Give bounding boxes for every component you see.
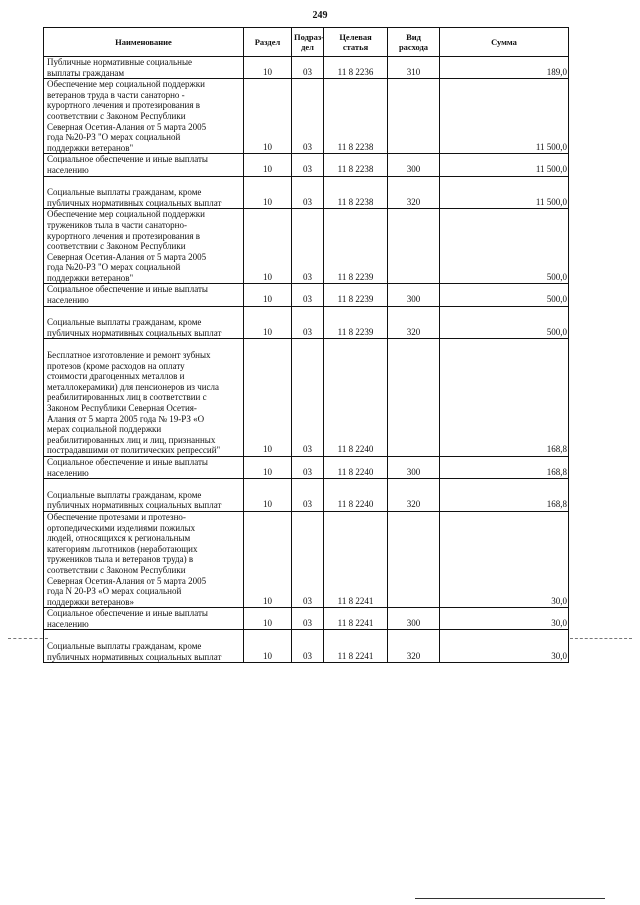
- row-name-cell: [44, 176, 244, 209]
- header-expense-type: Вид расхода: [388, 28, 440, 57]
- footer-rule: [415, 898, 605, 899]
- sum-cell: 30,0: [440, 608, 569, 630]
- sum-cell: 11 500,0: [440, 154, 569, 176]
- row-name-line: публичных нормативных социальных выплат: [47, 500, 222, 511]
- row-name-cell: [44, 511, 244, 607]
- podrazdel-cell: 03: [292, 608, 324, 630]
- podrazdel-cell: 03: [292, 154, 324, 176]
- row-name-line: категориям льготников (неработающих: [47, 543, 198, 554]
- row-name-line: Северная Осетия-Алания от 5 марта 2005: [47, 251, 207, 262]
- row-name-line: [47, 479, 241, 490]
- expense-type-cell: [388, 511, 440, 607]
- row-name-cell: [44, 306, 244, 339]
- row-name-line: Северная Осетия-Алания от 5 марта 2005: [47, 121, 207, 132]
- target-article-cell: 11 8 2238: [324, 79, 388, 154]
- target-article-cell: 11 8 2240: [324, 479, 388, 512]
- row-name-line: Социальные выплаты гражданам, кроме: [47, 641, 202, 652]
- sum-cell: 168,8: [440, 456, 569, 478]
- row-name-cell: [44, 154, 244, 176]
- sum-cell: 189,0: [440, 57, 569, 79]
- podrazdel-cell: 03: [292, 339, 324, 457]
- header-name: Наименование: [44, 28, 244, 57]
- row-name-cell: [44, 630, 244, 663]
- sum-cell: 500,0: [440, 209, 569, 284]
- row-name-line: металлокерамики) для пенсионеров из числа: [47, 381, 220, 392]
- target-article-cell: 11 8 2239: [324, 209, 388, 284]
- razdel-cell: 10: [244, 154, 292, 176]
- table-header-row: [44, 28, 569, 57]
- row-name-line: населению: [47, 618, 89, 629]
- row-name-line: соответствии с Законом Республики: [47, 241, 186, 252]
- row-name-line: Социальные выплаты гражданам, кроме: [47, 489, 202, 500]
- row-name-line: стоимости драгоценных металлов и: [47, 371, 185, 382]
- scan-artifact-line: [570, 638, 632, 639]
- expense-type-cell: 320: [388, 630, 440, 663]
- row-name-cell: [44, 79, 244, 154]
- row-name-line: [47, 339, 241, 350]
- header-target-article: Целевая статья: [324, 28, 388, 57]
- sum-cell: 11 500,0: [440, 176, 569, 209]
- row-name-line: публичных нормативных социальных выплат: [47, 327, 222, 338]
- table-body: [44, 57, 569, 663]
- row-name-line: публичных нормативных социальных выплат: [47, 651, 222, 662]
- row-name-line: года №20-РЗ "О мерах социальной: [47, 262, 181, 273]
- row-name-cell: [44, 608, 244, 630]
- header-podrazdel: Подраз- дел: [292, 28, 324, 57]
- table-row: [44, 79, 569, 154]
- row-name-cell: [44, 209, 244, 284]
- row-name-line: поддержки ветеранов": [47, 272, 134, 283]
- target-article-cell: 11 8 2238: [324, 176, 388, 209]
- expense-type-cell: 320: [388, 176, 440, 209]
- podrazdel-cell: 03: [292, 306, 324, 339]
- row-name-line: Обеспечение мер социальной поддержки: [47, 209, 205, 220]
- row-name-line: Социальные выплаты гражданам, кроме: [47, 317, 202, 328]
- row-name-line: тружеников тыла и ветеранов труда) в: [47, 554, 194, 565]
- row-name-line: [47, 177, 241, 188]
- row-name-cell: [44, 339, 244, 457]
- row-name-line: населению: [47, 164, 89, 175]
- sum-cell: 168,8: [440, 339, 569, 457]
- table-row: [44, 306, 569, 339]
- row-name-cell: [44, 284, 244, 306]
- sum-cell: 30,0: [440, 630, 569, 663]
- table-row: [44, 608, 569, 630]
- target-article-cell: 11 8 2241: [324, 608, 388, 630]
- row-name-cell: [44, 479, 244, 512]
- expense-type-cell: 300: [388, 608, 440, 630]
- target-article-cell: 11 8 2241: [324, 511, 388, 607]
- row-name-line: [47, 307, 241, 318]
- sum-cell: 168,8: [440, 479, 569, 512]
- row-name-line: курортного лечения и протезирования в: [47, 230, 200, 241]
- row-name-line: Алания от 5 марта 2005 года № 19-РЗ «О: [47, 413, 205, 424]
- podrazdel-cell: 03: [292, 57, 324, 79]
- row-name-line: [47, 630, 241, 641]
- razdel-cell: 10: [244, 608, 292, 630]
- row-name-line: года N 20-РЗ «О мерах социальной: [47, 586, 182, 597]
- razdel-cell: 10: [244, 479, 292, 512]
- expense-type-cell: 310: [388, 57, 440, 79]
- razdel-cell: 10: [244, 209, 292, 284]
- razdel-cell: 10: [244, 176, 292, 209]
- podrazdel-cell: 03: [292, 479, 324, 512]
- row-name-line: реабилитированных лиц в соответствии с: [47, 392, 207, 403]
- table-row: [44, 284, 569, 306]
- row-name-cell: [44, 456, 244, 478]
- page-number: 249: [312, 10, 328, 21]
- podrazdel-cell: 03: [292, 209, 324, 284]
- row-name-line: года №20-РЗ "О мерах социальной: [47, 132, 181, 143]
- sum-cell: 11 500,0: [440, 79, 569, 154]
- row-name-line: населению: [47, 295, 89, 306]
- razdel-cell: 10: [244, 456, 292, 478]
- table-row: [44, 209, 569, 284]
- row-name-line: тружеников тыла в части санаторно-: [47, 219, 187, 230]
- table-row: [44, 630, 569, 663]
- table-row: [44, 339, 569, 457]
- table-row: [44, 57, 569, 79]
- row-name-line: Законом Республики Северная Осетия-: [47, 403, 197, 413]
- row-name-line: Обеспечение протезами и протезно-: [47, 511, 186, 522]
- row-name-line: Социальное обеспечение и иные выплаты: [47, 456, 208, 467]
- row-name-line: ортопедическими изделиями пожилых: [47, 522, 196, 533]
- table-row: [44, 479, 569, 512]
- sum-cell: 500,0: [440, 306, 569, 339]
- expense-type-cell: [388, 209, 440, 284]
- row-name-line: Северная Осетия-Алания от 5 марта 2005: [47, 575, 207, 586]
- table-row: [44, 154, 569, 176]
- row-name-line: мерах социальной поддержки: [47, 424, 162, 435]
- sum-cell: 500,0: [440, 284, 569, 306]
- target-article-cell: 11 8 2238: [324, 154, 388, 176]
- row-name-line: Бесплатное изготовление и ремонт зубных: [47, 350, 211, 361]
- row-name-line: курортного лечения и протезирования в: [47, 100, 200, 111]
- podrazdel-cell: 03: [292, 456, 324, 478]
- sum-cell: 30,0: [440, 511, 569, 607]
- podrazdel-cell: 03: [292, 79, 324, 154]
- expense-type-cell: 300: [388, 456, 440, 478]
- table-row: [44, 176, 569, 209]
- row-name-line: Публичные нормативные социальные: [47, 57, 193, 67]
- expense-type-cell: 320: [388, 306, 440, 339]
- row-name-line: пострадавшими от политических репрессий": [47, 445, 221, 456]
- header-sum: Сумма: [440, 28, 569, 57]
- header-razdel: Раздел: [244, 28, 292, 57]
- podrazdel-cell: 03: [292, 284, 324, 306]
- expense-type-cell: 300: [388, 154, 440, 176]
- target-article-cell: 11 8 2236: [324, 57, 388, 79]
- expense-type-cell: 320: [388, 479, 440, 512]
- row-name-line: людей, относящихся к региональным: [47, 533, 191, 544]
- razdel-cell: 10: [244, 79, 292, 154]
- table-row: [44, 456, 569, 478]
- row-name-line: поддержки ветеранов": [47, 142, 134, 153]
- row-name-line: ветеранов труда в части санаторно -: [47, 89, 185, 100]
- expense-type-cell: [388, 339, 440, 457]
- razdel-cell: 10: [244, 511, 292, 607]
- row-name-line: поддержки ветеранов»: [47, 596, 135, 607]
- row-name-line: протезов (кроме расходов на оплату: [47, 360, 185, 371]
- row-name-line: Социальное обеспечение и иные выплаты: [47, 284, 208, 295]
- row-name-line: соответствии с Законом Республики: [47, 110, 186, 121]
- budget-table: [43, 27, 569, 663]
- row-name-line: публичных нормативных социальных выплат: [47, 197, 222, 208]
- row-name-line: Обеспечение мер социальной поддержки: [47, 79, 205, 90]
- row-name-line: соответствии с Законом Республики: [47, 564, 186, 575]
- razdel-cell: 10: [244, 57, 292, 79]
- table-row: [44, 511, 569, 607]
- row-name-line: реабилитированных лиц и лиц, признанных: [47, 434, 216, 445]
- row-name-cell: [44, 57, 244, 79]
- row-name-line: Социальное обеспечение и иные выплаты: [47, 608, 208, 619]
- razdel-cell: 10: [244, 284, 292, 306]
- target-article-cell: 11 8 2241: [324, 630, 388, 663]
- razdel-cell: 10: [244, 630, 292, 663]
- target-article-cell: 11 8 2240: [324, 456, 388, 478]
- razdel-cell: 10: [244, 306, 292, 339]
- row-name-line: выплаты гражданам: [47, 67, 125, 78]
- target-article-cell: 11 8 2239: [324, 284, 388, 306]
- expense-type-cell: 300: [388, 284, 440, 306]
- row-name-line: населению: [47, 467, 89, 478]
- row-name-line: Социальное обеспечение и иные выплаты: [47, 154, 208, 165]
- podrazdel-cell: 03: [292, 511, 324, 607]
- target-article-cell: 11 8 2239: [324, 306, 388, 339]
- razdel-cell: 10: [244, 339, 292, 457]
- podrazdel-cell: 03: [292, 630, 324, 663]
- podrazdel-cell: 03: [292, 176, 324, 209]
- target-article-cell: 11 8 2240: [324, 339, 388, 457]
- expense-type-cell: [388, 79, 440, 154]
- scan-artifact-line: [8, 638, 48, 639]
- row-name-line: Социальные выплаты гражданам, кроме: [47, 187, 202, 198]
